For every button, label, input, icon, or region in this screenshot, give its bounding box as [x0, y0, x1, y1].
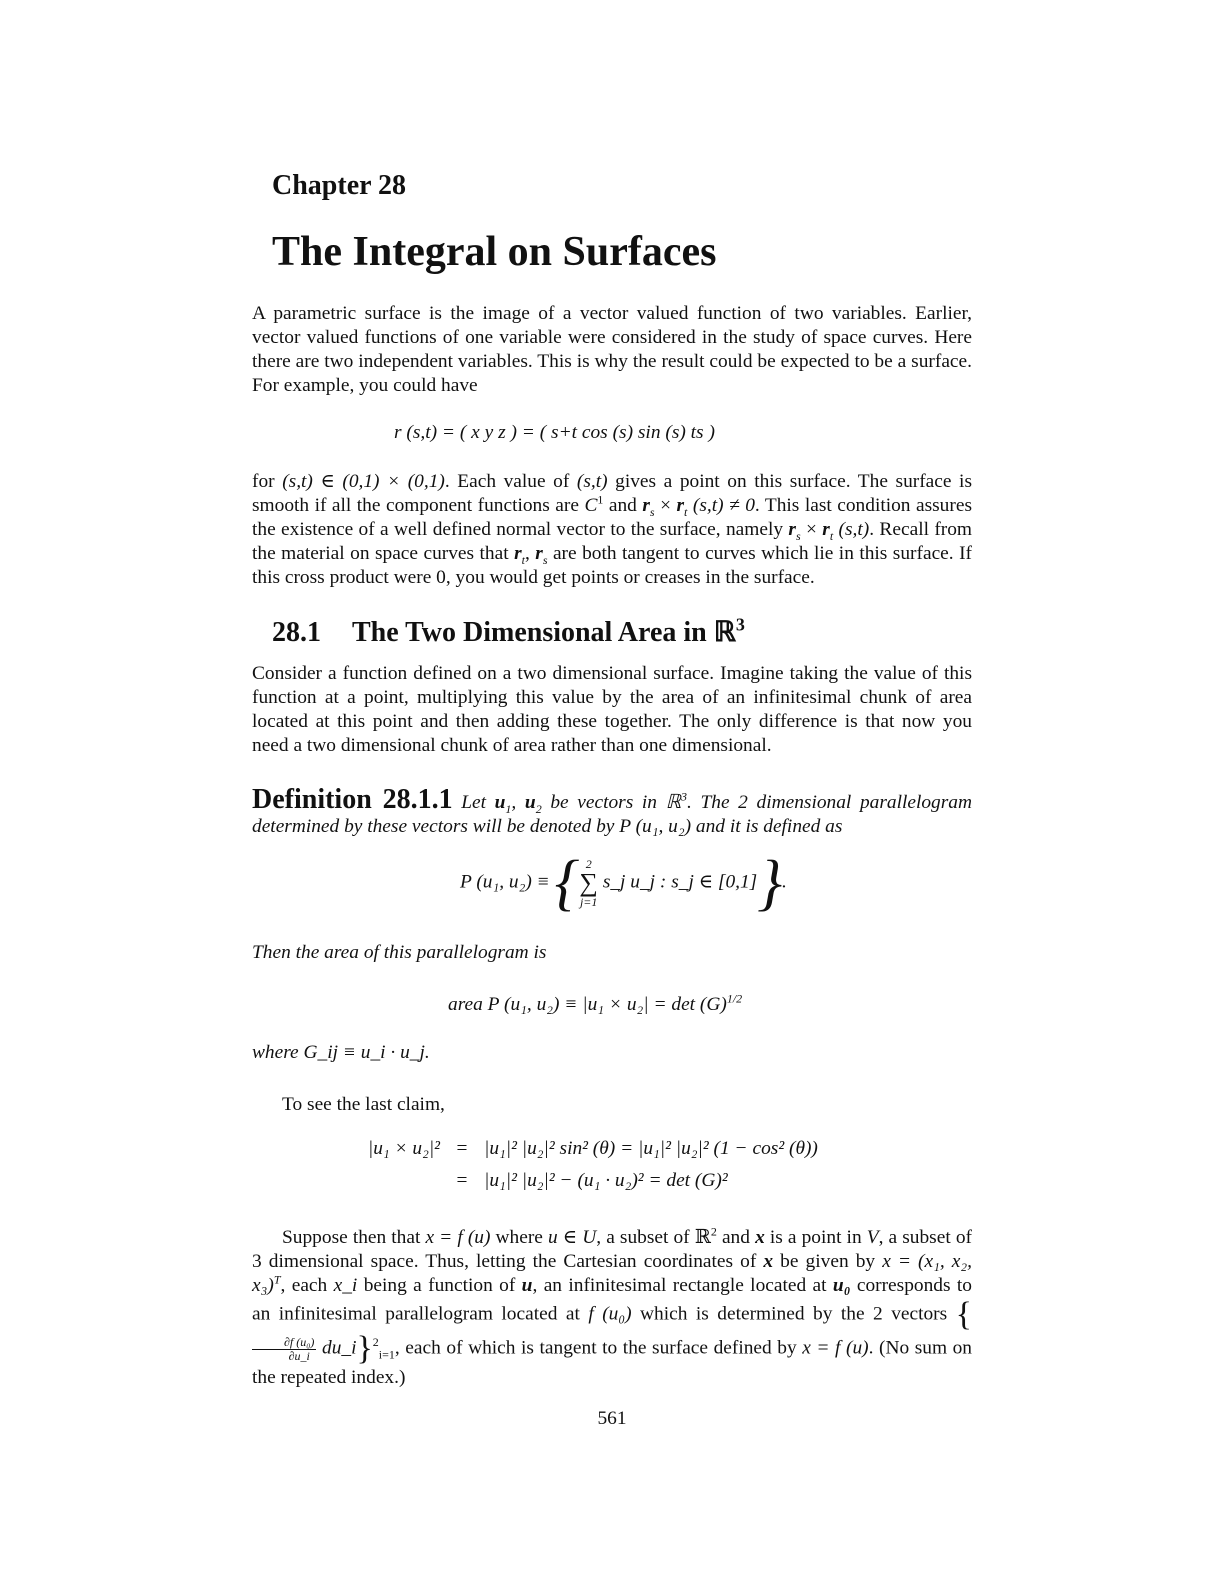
- aligned-equations: |u₁ × u₂|² = |u₁|² |u₂|² sin² (θ) = |u₁|² |u₂|² (1 − cos² (θ)) = |u₁|² |u₂|² − (u₁ · u₂)² = det (G)²: [367, 1138, 818, 1191]
- gram-definition: where G_ij ≡ u_i · u_j.: [252, 1042, 430, 1063]
- smoothness-paragraph: for (s,t) ∈ (0,1) × (0,1). Each value of (s,t) gives a point on this surface. The surface is smooth if all the component functions are $C^1$ and $r_s \times r_t$ (s,t) ≠ 0. This last condition assures the existence of a well defined normal vector to the surface, namely $r_s \times r_t$ (s,t). Recall from the material on space curves that $r_t$, $r_s$ are both tangent to curves which lie in this surface. If this cross product were 0, you would get points or creases in the surface.: [252, 471, 973, 588]
- surface-equation: r (s,t) = ( x y z ) = ( s+t cos (s) sin (s) ts ): [394, 422, 715, 443]
- intro-paragraph: A parametric surface is the image of a vector valued function of two variables. Earlier, vector valued functions of one variable were considered in the study of space curves. Here there are two independent variables. This is why the result could be expected to be a surface. For example, you could have: [252, 303, 972, 396]
- section-heading: 28.1 The Two Dimensional Area in ℝ$^3$: [272, 614, 745, 648]
- section-number: 28.1: [272, 617, 321, 648]
- partial-derivative-fraction: $\frac{\text{∂f (u₀)}}{\partial u\_i}$: [252, 1336, 316, 1363]
- claim-intro: To see the last claim,: [282, 1094, 445, 1115]
- area-intro-paragraph: Consider a function defined on a two dimensional surface. Imagine taking the value of this function at a point, multiplying this value by the area of an infinitesimal chunk of area located at this point and then adding these together. The only difference is that now you need a two dimensional chunk of area rather than one dimensional.: [252, 663, 972, 756]
- area-statement: Then the area of this parallelogram is: [252, 942, 547, 963]
- chapter-label: Chapter 28: [272, 170, 407, 201]
- parallelogram-equation: P (u₁, u₂) ≡ { 2 ∑ j=1 s_j u_j : s_j ∈ [0,1]}.: [460, 849, 787, 917]
- section-title: The Two Dimensional Area in ℝ: [352, 617, 736, 648]
- definition-block: Definition 28.1.1 Let $u_1$, $u_2$ be vectors in ℝ$^3$. The 2 dimensional parallelogram determined by these vectors will be denoted by P (u₁, u₂) and it is defined as: [252, 784, 972, 837]
- definition-heading: Definition 28.1.1: [252, 784, 453, 815]
- mapping-paragraph: Suppose then that x = f (u) where u ∈ U, a subset of ℝ$^2$ and x is a point in V, a subset of 3 dimensional space. Thus, letting the Cartesian coordinates of x be given by x = (x₁, x₂, x₃)$^T$, each x_i being a function of u, an infinitesimal rectangle located at u₀ corresponds to an infinitesimal parallelogram located at f (u₀) which is determined by the 2 vectors { $\frac{\text{∂f (u₀)}}{\partial u\_i}$ du_i}$^2_{i=1}$, each of which is tangent to the surface defined by x = f (u). (No sum on the repeated index.): [252, 1224, 973, 1388]
- summation: 2 ∑ j=1: [579, 857, 598, 909]
- page-number: 561: [597, 1408, 627, 1429]
- chapter-title: The Integral on Surfaces: [272, 229, 717, 275]
- area-equation: area P (u₁, $u_2) \equiv |u_1 \times u_2| = \det (G)^{1/2}$: [448, 991, 743, 1015]
